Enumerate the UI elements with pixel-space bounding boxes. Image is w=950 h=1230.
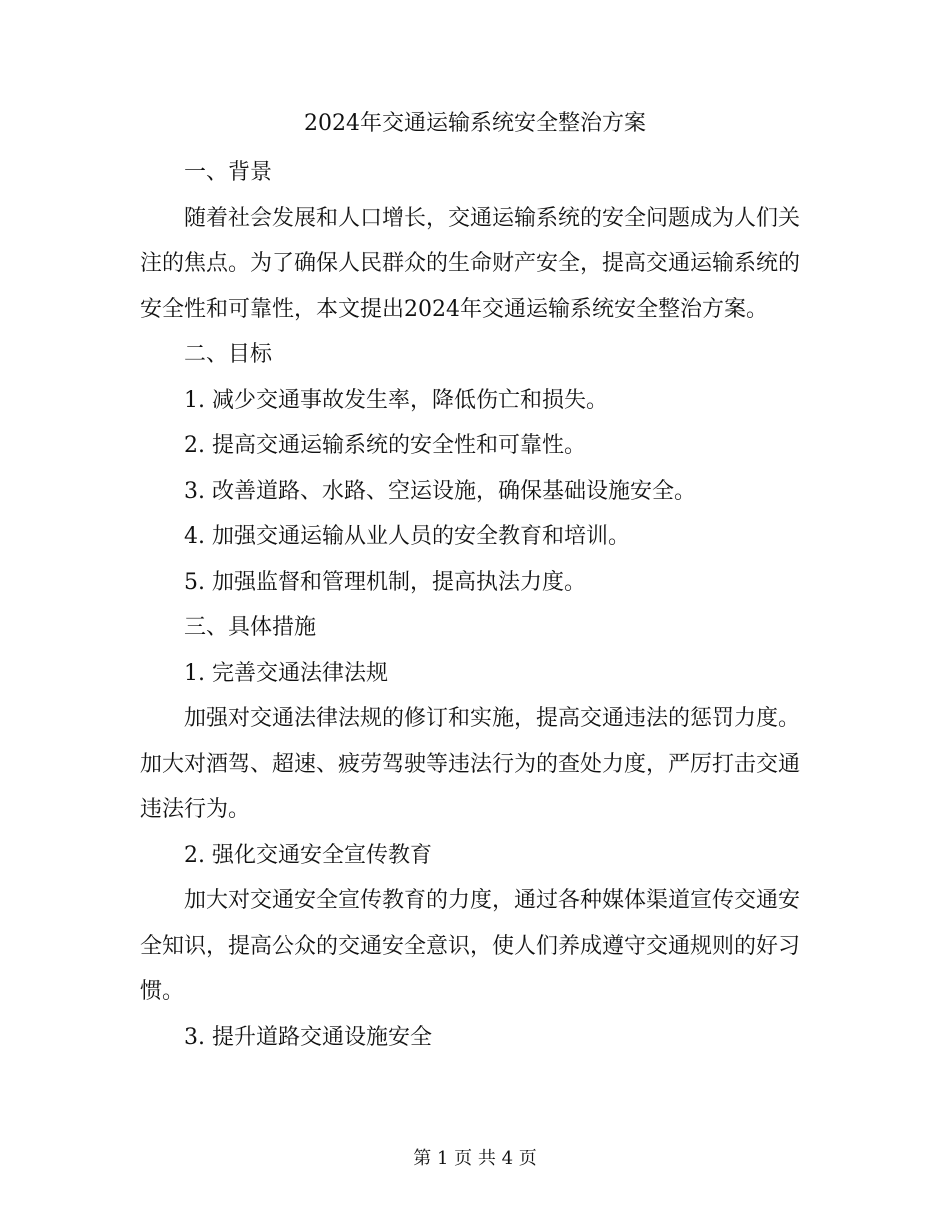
paragraph-background: 随着社会发展和人口增长，交通运输系统的安全问题成为人们关注的焦点。为了确保人民群众的生命财产安全，提高交通运输系统的安全性和可靠性，本文提出2024年交通运输系统安全整治方案。 (140, 205, 801, 322)
page-footer: 第 1 页 共 4 页 (413, 1148, 537, 1169)
section-heading-measures: 三、具体措施 (184, 615, 317, 640)
measure-paragraph-2: 加大对交通安全宣传教育的力度，通过各种媒体渠道宣传交通安全知识，提高公众的交通安全意识，使人们养成遵守交通规则的好习惯。 (140, 888, 801, 1004)
measure-heading-3: 3. 提升道路交通设施安全 (184, 1024, 432, 1050)
document-title: 2024年交通运输系统安全整治方案 (304, 111, 646, 136)
section-heading-background: 一、背景 (184, 160, 273, 185)
measure-paragraph-1: 加强对交通法律法规的修订和实施，提高交通违法的惩罚力度。加大对酒驾、超速、疲劳驾驶等违法行为的查处力度，严厉打击交通违法行为。 (140, 706, 801, 822)
section-heading-goals: 二、目标 (184, 342, 273, 367)
goal-item-4: 4. 加强交通运输从业人员的安全教育和培训。 (184, 524, 630, 549)
goal-item-5: 5. 加强监督和管理机制，提高执法力度。 (184, 569, 586, 595)
document-body (140, 150, 810, 1060)
goal-item-1: 1. 减少交通事故发生率，降低伤亡和损失。 (184, 387, 608, 413)
measure-heading-1: 1. 完善交通法律法规 (184, 660, 388, 686)
goal-item-2: 2. 提高交通运输系统的安全性和可靠性。 (184, 433, 586, 458)
measure-heading-2: 2. 强化交通安全宣传教育 (184, 842, 432, 868)
goal-item-3: 3. 改善道路、水路、空运设施，确保基础设施安全。 (184, 478, 696, 504)
